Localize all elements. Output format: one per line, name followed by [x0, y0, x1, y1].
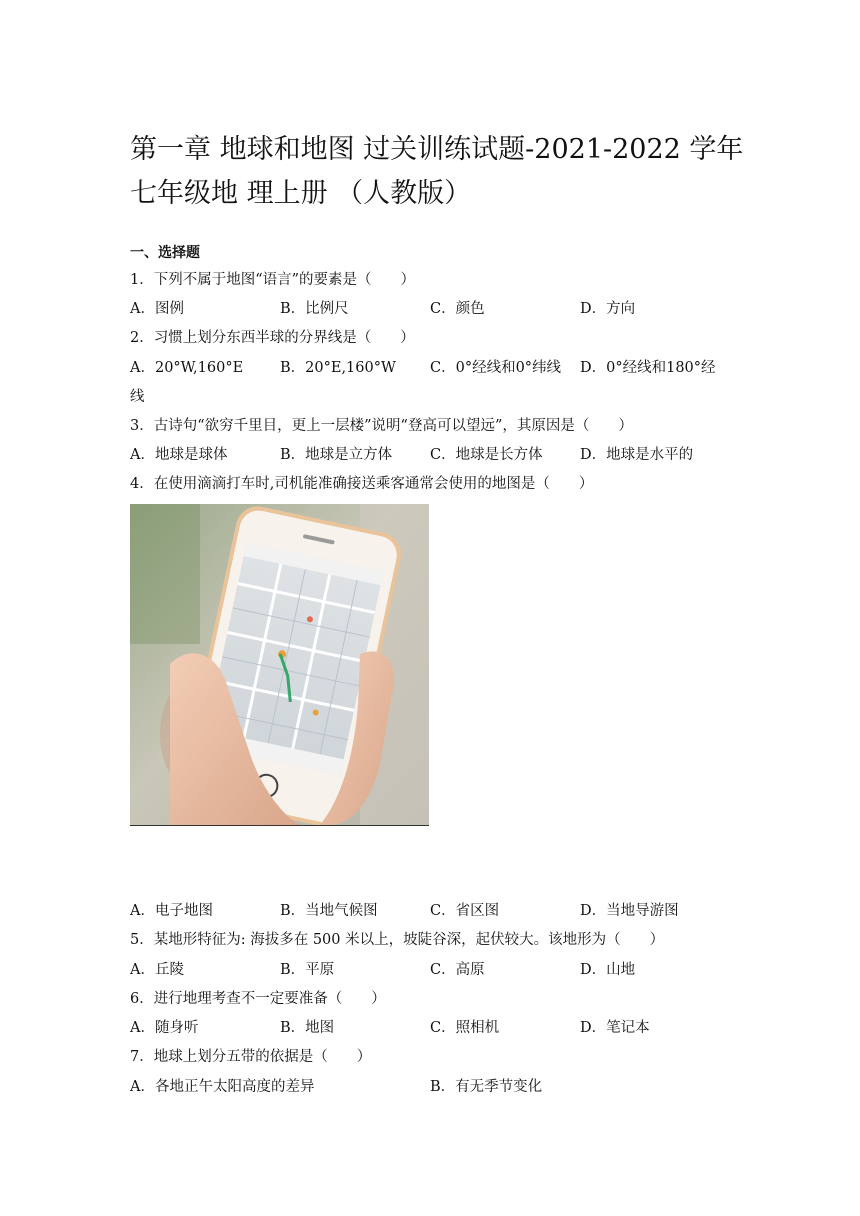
option-b: B．地图	[280, 1020, 335, 1036]
option-a: A．图例	[130, 301, 184, 317]
phone-map-photo	[130, 504, 429, 826]
option-c: C．地球是长方体	[430, 447, 543, 463]
question-6-options	[130, 1016, 740, 1038]
option-b: B．比例尺	[280, 301, 349, 317]
option-b: B．平原	[280, 962, 335, 978]
option-c: C．0°经线和0°纬线	[430, 360, 562, 376]
question-3-options	[130, 443, 740, 465]
option-c: C．省区图	[430, 903, 500, 919]
option-d: D．地球是水平的	[580, 447, 694, 463]
option-b: B．当地气候图	[280, 903, 378, 919]
question-4-options	[130, 899, 740, 921]
option-a: A．电子地图	[130, 903, 213, 919]
question-6-stem: 6．进行地理考查不一定要准备（ ）	[130, 991, 386, 1007]
question-1-options	[130, 297, 740, 319]
question-2-continuation: 线	[130, 389, 145, 405]
question-7-options	[130, 1075, 740, 1097]
option-c: C．高原	[430, 962, 485, 978]
option-a: A．各地正午太阳高度的差异	[130, 1079, 315, 1095]
option-b: B．有无季节变化	[430, 1079, 543, 1095]
question-5-options	[130, 958, 740, 980]
document-title: 第一章 地球和地图 过关训练试题-2021-2022 学年七年级地 理上册 （人教版）	[130, 134, 744, 209]
question-1-stem: 1．下列不属于地图“语言”的要素是（ ）	[130, 272, 416, 288]
option-a: A．20°W,160°E	[130, 360, 244, 376]
option-d: D．0°经线和180°经	[580, 360, 716, 376]
question-3-stem: 3．古诗句“欲穷千里目，更上一层楼”说明“登高可以望远”，其原因是（ ）	[130, 418, 633, 434]
option-a: A．地球是球体	[130, 447, 228, 463]
question-2-options	[130, 356, 740, 378]
option-d: D．山地	[580, 962, 636, 978]
option-d: D．笔记本	[580, 1020, 650, 1036]
option-b: B．20°E,160°W	[280, 360, 396, 376]
question-5-stem: 5．某地形特征为: 海拔多在 500 米以上，坡陡谷深，起伏较大。该地形为（ ）	[130, 932, 665, 948]
option-b: B．地球是立方体	[280, 447, 393, 463]
option-d: D．当地导游图	[580, 903, 679, 919]
question-4-stem: 4．在使用滴滴打车时,司机能准确接送乘客通常会使用的地图是（ ）	[130, 476, 594, 492]
option-a: A．随身听	[130, 1020, 199, 1036]
question-2-stem: 2．习惯上划分东西半球的分界线是（ ）	[130, 330, 415, 346]
option-c: C．照相机	[430, 1020, 500, 1036]
section-heading: 一、选择题	[130, 245, 200, 261]
option-c: C．颜色	[430, 301, 485, 317]
option-a: A．丘陵	[130, 962, 184, 978]
question-7-stem: 7．地球上划分五带的依据是（ ）	[130, 1049, 372, 1065]
option-d: D．方向	[580, 301, 636, 317]
